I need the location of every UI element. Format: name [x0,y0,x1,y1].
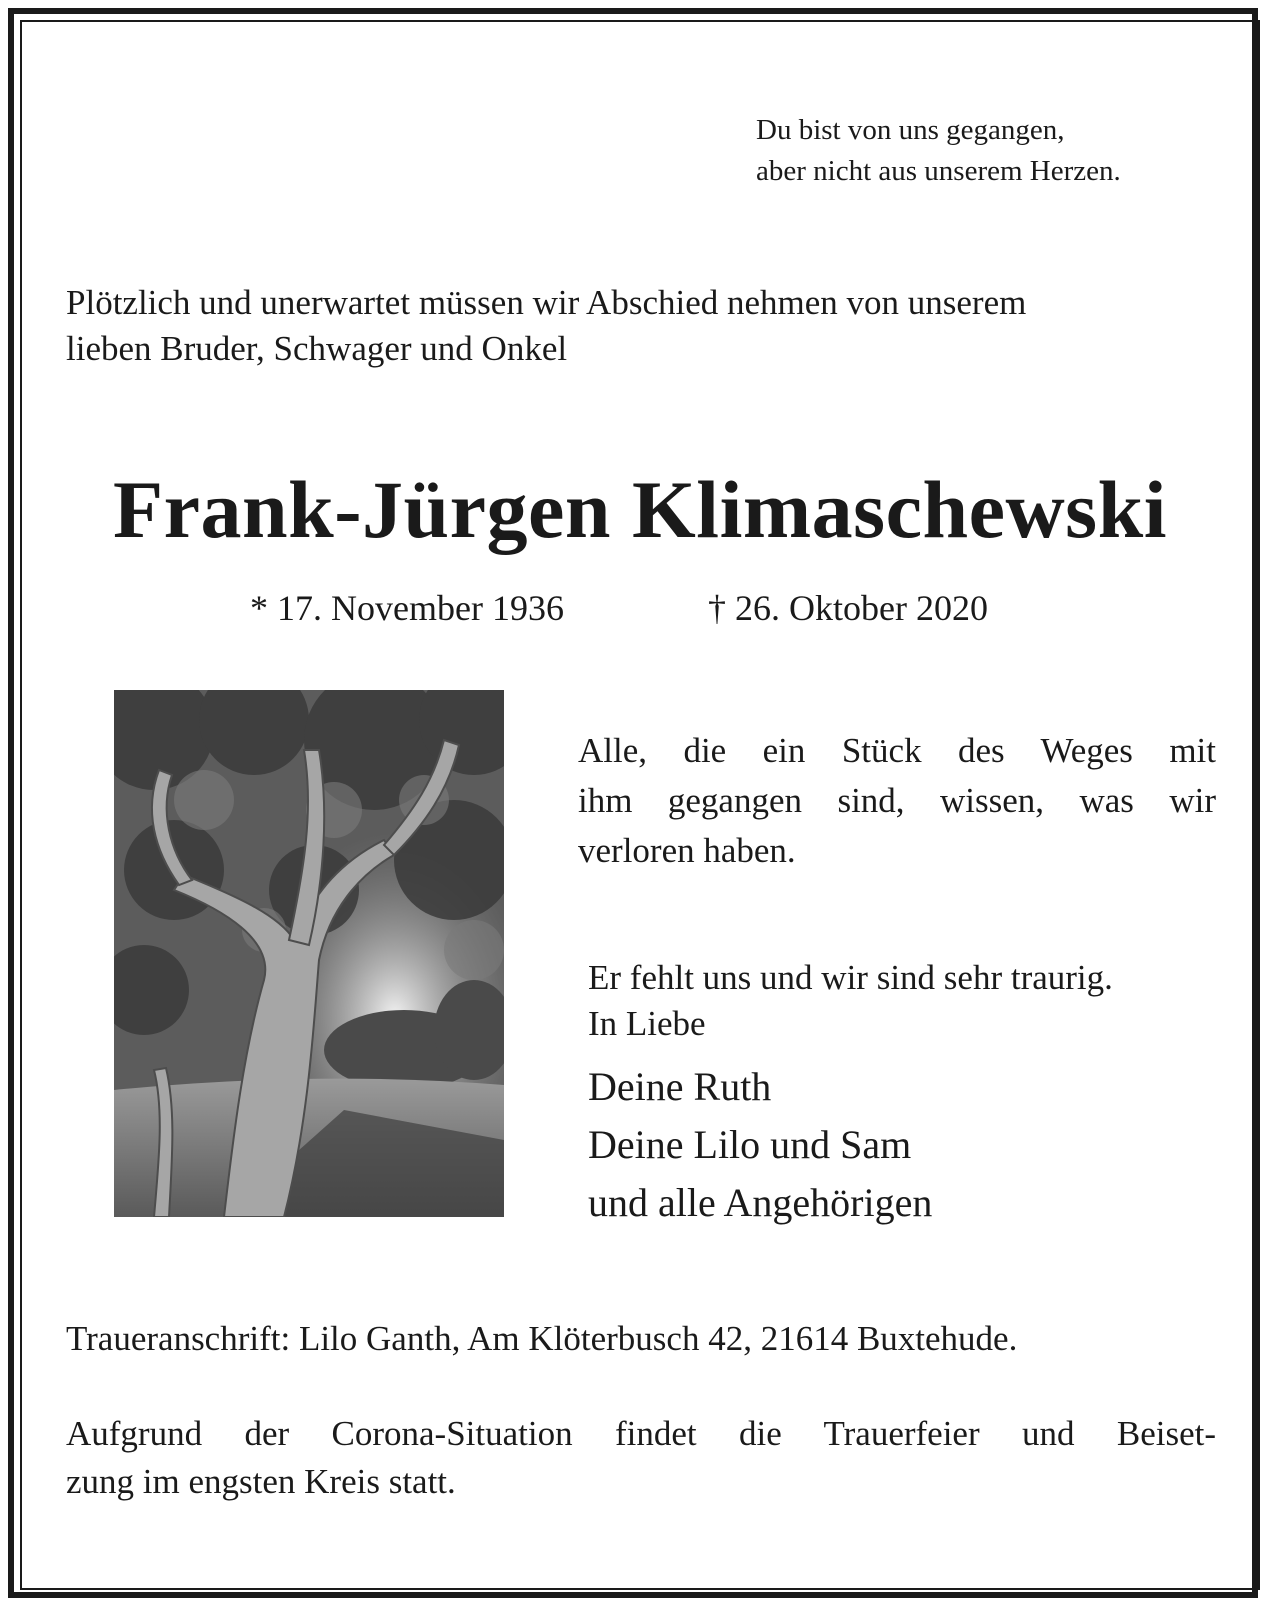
birth-date: * 17. November 1936 [250,588,564,628]
tribute-text [578,726,1216,876]
closing-line-2: In Liebe [588,1004,706,1043]
tribute-line-2: ihm gegangen sind, wissen, was wir [578,781,1216,820]
intro-line-1: Plötzlich und unerwartet müssen wir Abschied nehmen von unserem [66,283,1027,322]
motto-quote [756,110,1121,192]
deceased-name: Frank-Jürgen Klimaschewski [113,464,1167,555]
death-date: † 26. Oktober 2020 [708,588,988,628]
closing-text [588,955,1113,1047]
signature-line: und alle Angehörigen [588,1180,933,1225]
notice-line-2: zung im engsten Kreis statt. [66,1462,456,1501]
intro-text [66,280,1216,372]
tree-photo [114,690,504,1217]
signature-line: Deine Ruth [588,1064,772,1109]
signatures [588,1058,932,1232]
motto-line-2: aber nicht aus unserem Herzen. [756,155,1121,187]
notice-line-1: Aufgrund der Corona-Situation findet die Trauerfeier und Beiset- [66,1414,1216,1453]
intro-line-2: lieben Bruder, Schwager und Onkel [66,329,568,368]
tribute-line-3: verloren haben. [578,831,796,870]
closing-line-1: Er fehlt uns und wir sind sehr traurig. [588,958,1113,997]
motto-line-1: Du bist von uns gegangen, [756,114,1065,146]
funeral-notice [66,1410,1216,1506]
tribute-line-1: Alle, die ein Stück des Weges mit [578,731,1216,770]
signature-line: Deine Lilo und Sam [588,1122,912,1167]
mourning-address: Traueranschrift: Lilo Ganth, Am Klöterbusch 42, 21614 Buxtehude. [66,1319,1018,1358]
